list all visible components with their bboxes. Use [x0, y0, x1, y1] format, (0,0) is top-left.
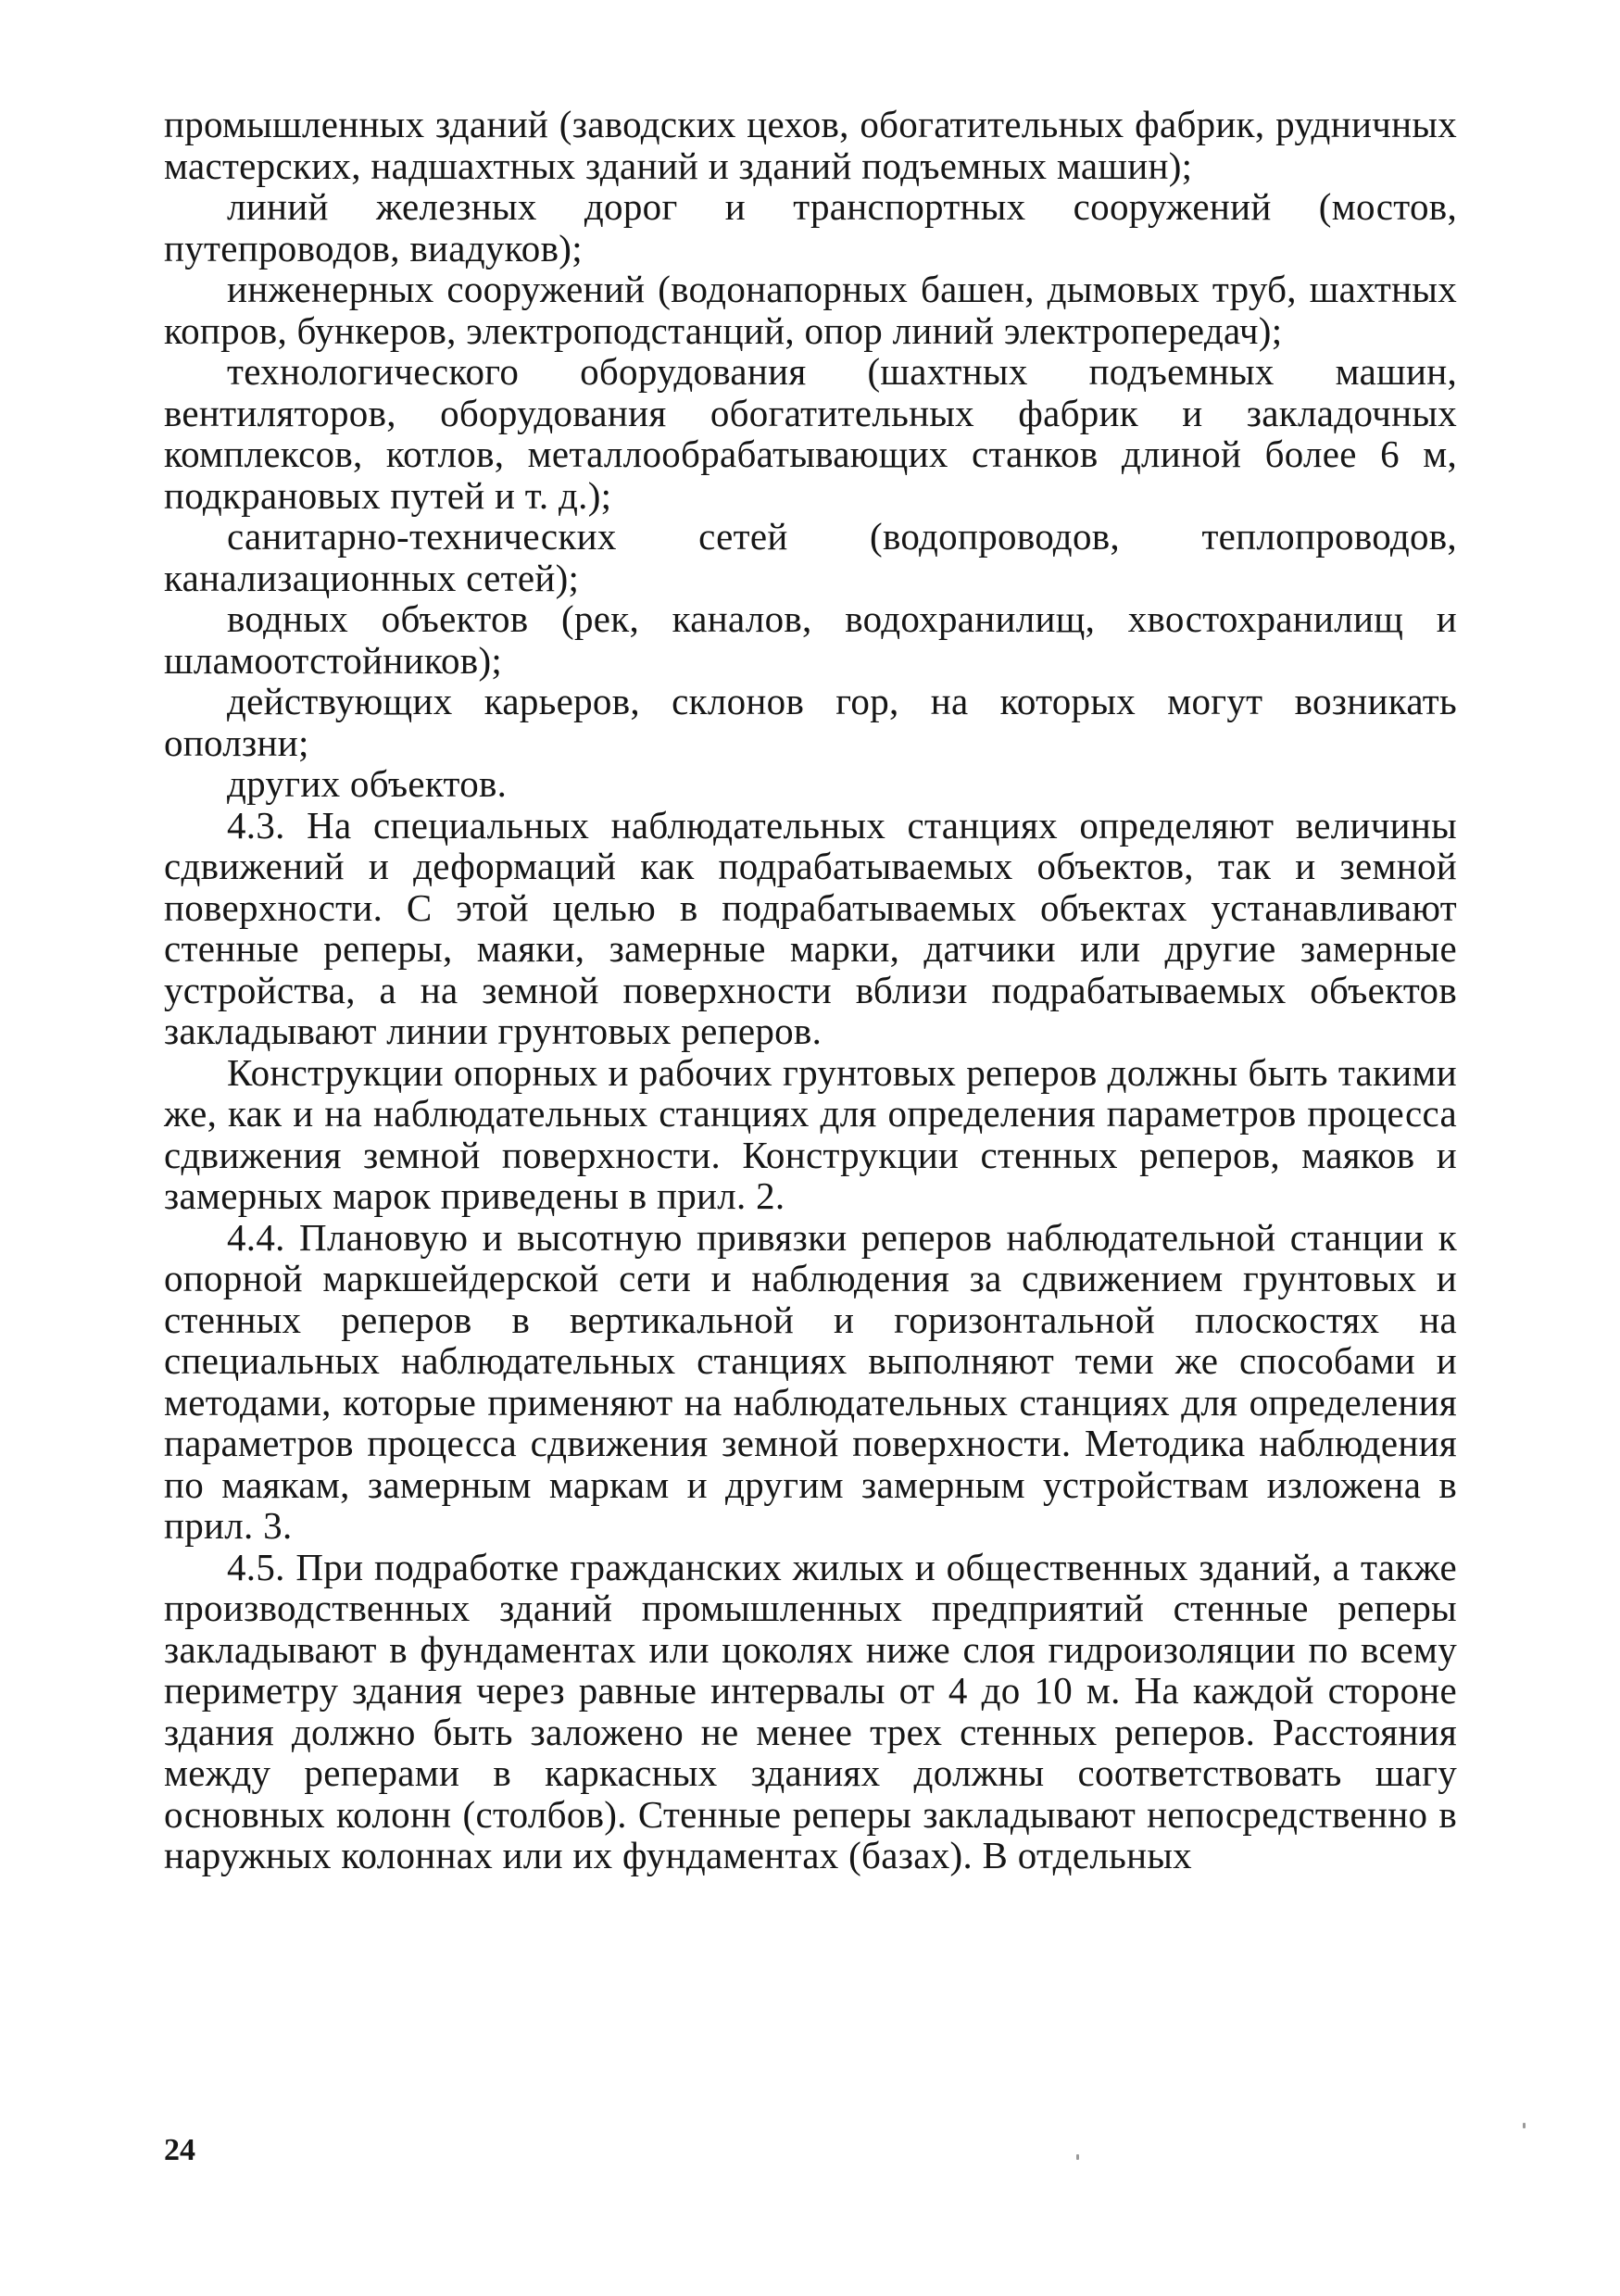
- paragraph-industrial-buildings: промышленных зданий (заводских цехов, обогатительных фабрик, рудничных мастерских, надшахтных зданий и зданий подъемных машин);: [164, 103, 1457, 187]
- page-number: 24: [164, 2133, 195, 2167]
- paragraph-other-objects: других объектов.: [227, 762, 508, 805]
- paragraph-quarries: действующих карьеров, склонов гор, на которых могут возникать оползни;: [164, 680, 1457, 764]
- scan-speck: [1523, 2123, 1526, 2128]
- paragraph-railways: линий железных дорог и транспортных сооружений (мостов, путепроводов, виадуков);: [164, 185, 1457, 270]
- paragraph-technological-equipment: технологического оборудования (шахтных подъемных машин, вентиляторов, оборудования обогатительных фабрик и закладочных комплексов, котлов, металлообрабатывающих станков длиной более 6 м, подкрановых путей и т. д.);: [164, 350, 1457, 517]
- paragraph-engineering-structures: инженерных сооружений (водонапорных башен, дымовых труб, шахтных копров, бункеров, электроподстанций, опор линий электропередач);: [164, 268, 1457, 352]
- paragraph-benchmark-designs: Конструкции опорных и рабочих грунтовых реперов должны быть такими же, как и на наблюдательных станциях для определения параметров процесса сдвижения земной поверхности. Конструкции стенных реперов, маяков и замерных марок приведены в прил. 2.: [164, 1050, 1457, 1217]
- paragraph-section-4-3: 4.3. На специальных наблюдательных станциях определяют величины сдвижений и деформаций как подрабатываемых объектов, так и земной поверхности. С этой целью в подрабатываемых объектах устанавливают стенные реперы, маяки, замерные марки, датчики или другие замерные устройства, а на земной поверхности вблизи подрабатываемых объектов закладывают линии грунтовых реперов.: [164, 803, 1457, 1052]
- paragraph-section-4-4: 4.4. Плановую и высотную привязки реперов наблюдательной станции к опорной маркшейдерской сети и наблюдения за сдвижением грунтовых и стенных реперов в вертикальной и горизонтальной плоскостях на специальных наблюдательных станциях выполняют теми же способами и методами, которые применяют на наблюдательных станциях для определения параметров процесса сдвижения земной поверхности. Методика наблюдения по маякам, замерным маркам и другим замерным устройствам изложена в прил. 3.: [164, 1215, 1457, 1547]
- scan-speck: [1076, 2154, 1079, 2160]
- paragraph-water-objects: водных объектов (рек, каналов, водохранилищ, хвостохранилищ и шламоотстойников);: [164, 597, 1457, 682]
- page-body: [164, 104, 1457, 1876]
- paragraph-sanitary-networks: санитарно-технических сетей (водопроводов, теплопроводов, канализационных сетей);: [164, 515, 1457, 599]
- paragraph-section-4-5: 4.5. При подработке гражданских жилых и общественных зданий, а также производственных зданий промышленных предприятий стенные реперы закладывают в фундаментах или цоколях ниже слоя гидроизоляции по всему периметру здания через равные интервалы от 4 до 10 м. На каждой стороне здания должно быть заложено не менее трех стенных реперов. Расстояния между реперами в каркасных зданиях должны соответствовать шагу основных колонн (столбов). Стенные реперы закладывают непосредственно в наружных колоннах или их фундаментах (базах). В отдельных: [164, 1545, 1457, 1876]
